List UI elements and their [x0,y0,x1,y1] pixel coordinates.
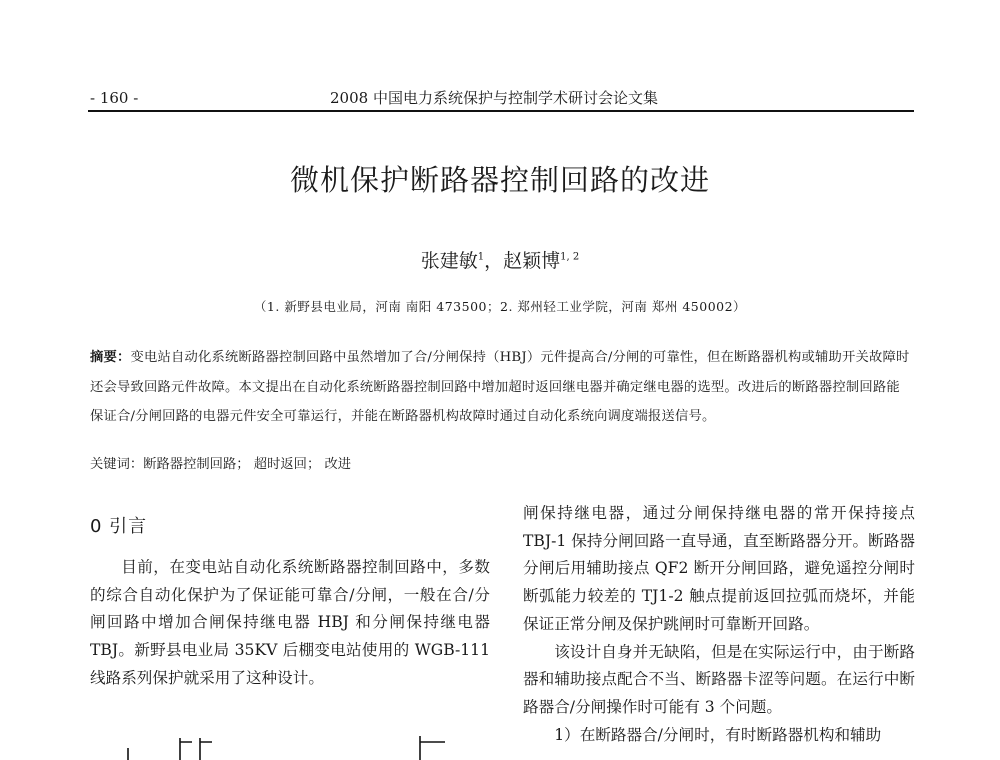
author-2-name: 赵颖博 [503,250,561,272]
right-paragraph-1: 闸保持继电器，通过分闸保持继电器的常开保持接点 TBJ-1 保持分闸回路一直导通，直至断路器分开。断路器分闸后用辅助接点 QF2 断开分闸回路，避免遥控分闸时断弧能力较差的 TJ1-2 触点提前返回拉弧而烧坏，并能保证正常分闸及保护跳闸时可靠断开回路。 [523,504,915,633]
page-number: - 160 - [90,89,139,107]
right-paragraph-2: 该设计自身并无缺陷，但是在实际运行中，由于断路器和辅助接点配合不当、断路器卡涩等问题。在运行中断路器合/分闸操作时可能有 3 个问题。 [523,642,915,716]
affiliation: （1. 新野县电业局，河南 南阳 473500；2. 郑州轻工业学院，河南 郑州 450002） [253,299,747,314]
keywords [90,453,912,472]
running-head: 2008 中国电力系统保护与控制学术研讨会论文集 [330,89,658,107]
author-2-affil: 1, 2 [560,251,580,263]
header-rule [88,110,914,112]
abstract-label: 摘要： [90,350,131,365]
intro-paragraph: 目前，在变电站自动化系统断路器控制回路中，多数的综合自动化保护为了保证能可靠合/分闸，一般在合/分闸回路中增加合闸保持继电器 HBJ 和分闸保持继电器 TBJ。新野县电业局 35KV 后棚变电站使用的 WGB-111 线路系列保护就采用了这种设计。 [90,558,490,687]
paper-title: 微机保护断路器控制回路的改进 [289,163,710,197]
right-paragraph-3: 1）在断路器合/分闸时，有时断路器机构和辅助 [554,725,882,744]
author-line [0,246,1000,273]
keywords-label: 关键词： [90,457,144,472]
abstract [90,343,912,432]
left-column [90,500,490,693]
abstract-text: 变电站自动化系统断路器控制回路中虽然增加了合/分闸保持（HBJ）元件提高合/分闸的可靠性，但在断路器机构或辅助开关故障时还会导致回路元件故障。本文提出在自动化系统断路器控制回路中增加超时返回继电器并确定继电器的选型。改进后的断路器控制回路能保证合/分闸回路的电器元件安全可靠运行，并能在断路器机构故障时通过自动化系统向调度端报送信号。 [90,350,910,424]
keywords-text: 断路器控制回路； 超时返回； 改进 [143,457,352,472]
circuit-figure-fragment [120,728,480,760]
right-column [523,500,915,749]
author-1-name: 张建敏 [420,250,478,272]
author-1-affil: 1 [477,251,485,263]
section-heading: 0 引言 [90,516,148,537]
author-separator: ， [484,250,504,272]
